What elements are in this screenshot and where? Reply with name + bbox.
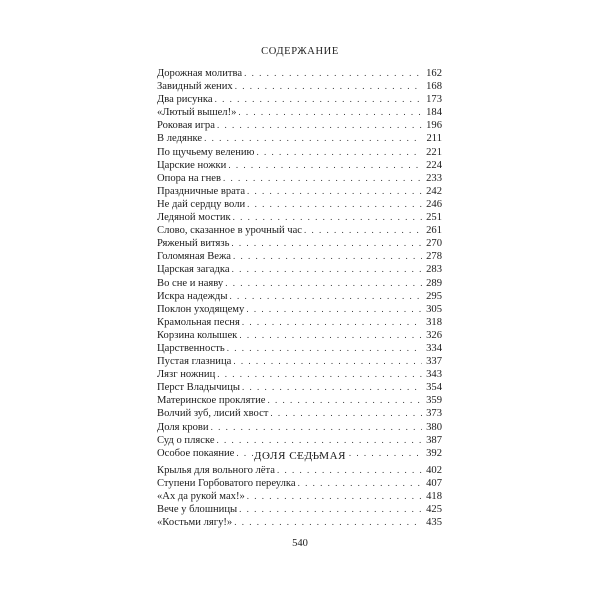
toc-entry [157,198,442,211]
toc-entry-page: 402 [426,465,442,476]
toc-entry-page: 392 [426,447,442,459]
toc-dot-leader [239,503,422,516]
toc-entry-title: Завидный жених [157,81,233,93]
toc-entry [157,516,442,529]
toc-dot-leader [223,172,422,185]
toc-dot-leader [229,290,422,303]
toc-dot-leader [304,224,422,237]
toc-entry-page: 380 [426,421,442,433]
toc-entry-title: Крылья для вольного лёта [157,465,275,476]
toc-dot-leader [215,93,422,106]
toc-entry-page: 326 [426,329,442,341]
toc-entry-title: Голомяная Вежа [157,251,231,263]
toc-entry [157,277,442,290]
toc-entry [157,93,442,106]
toc-entry [157,106,442,119]
toc-entry-title: Царственность [157,342,225,354]
toc-dot-leader [227,342,422,355]
toc-dot-leader [232,263,422,276]
toc-entry-page: 242 [426,185,442,197]
toc-entry-page: 224 [426,159,442,171]
toc-entry-title: Корзина колышек [157,329,238,341]
toc-entry-page: 196 [426,120,442,132]
toc-dot-leader [247,490,422,503]
toc-entry-page: 435 [426,517,442,529]
toc-dot-leader [211,421,422,434]
toc-section-list [157,464,442,529]
toc-entry-page: 359 [426,395,442,407]
toc-entry [157,342,442,355]
toc-dot-leader [247,185,422,198]
toc-entry-page: 168 [426,81,442,93]
toc-entry-title: Материнское проклятие [157,395,266,407]
toc-dot-leader [242,316,422,329]
toc-entry-title: Искра надежды [157,290,228,302]
toc-entry-title: По щучьему велению [157,146,255,158]
toc-entry-title: «Костьми лягу!» [157,517,233,529]
toc-dot-leader [233,355,422,368]
toc-dot-leader [238,106,422,119]
toc-entry-title: Ступени Горбоватого переулка [157,478,296,490]
toc-entry-title: Волчий зуб, лисий хвост [157,408,269,420]
toc-entry-page: 283 [426,264,442,276]
toc-entry [157,355,442,368]
toc-entry-page: 387 [426,434,442,446]
toc-entry-title: Суд о пляске [157,434,215,446]
toc-entry-title: Опора на гнев [157,172,222,184]
toc-entry-title: Поклон уходящему [157,303,245,315]
toc-entry [157,237,442,250]
toc-entry-page: 407 [426,478,442,490]
toc-dot-leader [256,146,422,159]
toc-dot-leader [239,329,422,342]
toc-entry [157,119,442,132]
toc-entry-title: Ряженый витязь [157,238,230,250]
toc-main-list [157,67,442,460]
toc-entry-page: 270 [426,238,442,250]
toc-entry [157,316,442,329]
toc-entry [157,407,442,420]
toc-dot-leader [217,434,422,447]
toc-entry-page: 425 [426,504,442,516]
toc-entry-page: 251 [426,212,442,224]
toc-entry-page: 211 [426,133,442,145]
toc-entry-page: 289 [426,277,442,289]
toc-entry-page: 373 [426,408,442,420]
page-number: 540 [292,538,308,549]
toc-dot-leader [233,211,422,224]
toc-entry-page: 295 [426,290,442,302]
toc-entry [157,368,442,381]
toc-entry [157,434,442,447]
toc-entry-page: 221 [426,146,442,158]
toc-dot-leader [228,159,422,172]
toc-entry-title: «Лютый вышел!» [157,107,237,119]
toc-dot-leader [231,237,422,250]
toc-dot-leader [233,250,422,263]
toc-dot-leader [217,368,422,381]
toc-dot-leader [246,303,422,316]
toc-entry [157,132,442,145]
toc-entry-page: 261 [426,225,442,237]
toc-dot-leader [270,407,422,420]
toc-entry [157,159,442,172]
toc-entry-title: Перст Владычицы [157,382,240,394]
toc-dot-leader [204,132,422,145]
toc-entry-title: «Ах да рукой мах!» [157,491,245,503]
toc-entry-title: Дорожная молитва [157,68,243,79]
toc-entry [157,381,442,394]
toc-dot-leader [244,67,422,80]
toc-dot-leader [298,477,422,490]
toc-entry [157,290,442,303]
toc-entry-page: 184 [426,107,442,119]
toc-dot-leader [242,381,422,394]
toc-entry-title: Ледяной мостик [157,212,231,224]
toc-entry [157,250,442,263]
toc-entry-page: 162 [426,68,442,79]
toc-entry [157,146,442,159]
toc-entry-title: Вече у блошницы [157,504,238,516]
toc-entry-page: 233 [426,172,442,184]
toc-entry-title: Не дай сердцу воли [157,198,246,210]
toc-entry [157,224,442,237]
toc-dot-leader [234,516,422,529]
toc-entry [157,329,442,342]
toc-dot-leader [235,80,422,93]
toc-entry-title: Праздничные врата [157,185,246,197]
toc-entry-title: В ледянке [157,133,203,145]
toc-entry-title: Роковая игра [157,120,215,132]
toc-entry [157,67,442,80]
toc-entry-page: 334 [426,342,442,354]
toc-entry-page: 173 [426,94,442,106]
toc-entry [157,172,442,185]
toc-entry-page: 418 [426,491,442,503]
toc-entry-title: Пустая глазница [157,356,232,368]
toc-entry-title: Крамольная песня [157,316,240,328]
toc-dot-leader [267,394,422,407]
toc-dot-leader [217,119,422,132]
toc-entry [157,80,442,93]
toc-entry-title: Слово, сказанное в урочный час [157,225,302,237]
toc-entry-title: Во сне и наяву [157,277,224,289]
contents-heading: СОДЕРЖАНИЕ [261,46,339,57]
toc-entry-page: 337 [426,356,442,368]
toc-entry [157,303,442,316]
toc-entry-title: Царские ножки [157,159,227,171]
toc-entry [157,490,442,503]
toc-entry-page: 278 [426,251,442,263]
toc-entry [157,185,442,198]
toc-entry [157,503,442,516]
toc-entry [157,211,442,224]
toc-entry [157,263,442,276]
section-heading: ДОЛЯ СЕДЬМАЯ [253,450,347,462]
toc-entry-page: 305 [426,303,442,315]
toc-entry-page: 318 [426,316,442,328]
toc-dot-leader [247,198,422,211]
toc-entry-title: Царская загадка [157,264,230,276]
toc-entry [157,394,442,407]
toc-entry [157,421,442,434]
toc-entry-title: Лязг ножниц [157,369,216,381]
toc-entry-page: 246 [426,198,442,210]
toc-entry [157,477,442,490]
toc-entry [157,464,442,477]
toc-entry-title: Два рисунка [157,94,213,106]
toc-entry-page: 343 [426,369,442,381]
toc-entry-page: 354 [426,382,442,394]
toc-dot-leader [277,464,422,477]
toc-dot-leader [225,277,422,290]
toc-entry-title: Доля крови [157,421,209,433]
toc-entry-title: Особое покаяние [157,447,235,459]
